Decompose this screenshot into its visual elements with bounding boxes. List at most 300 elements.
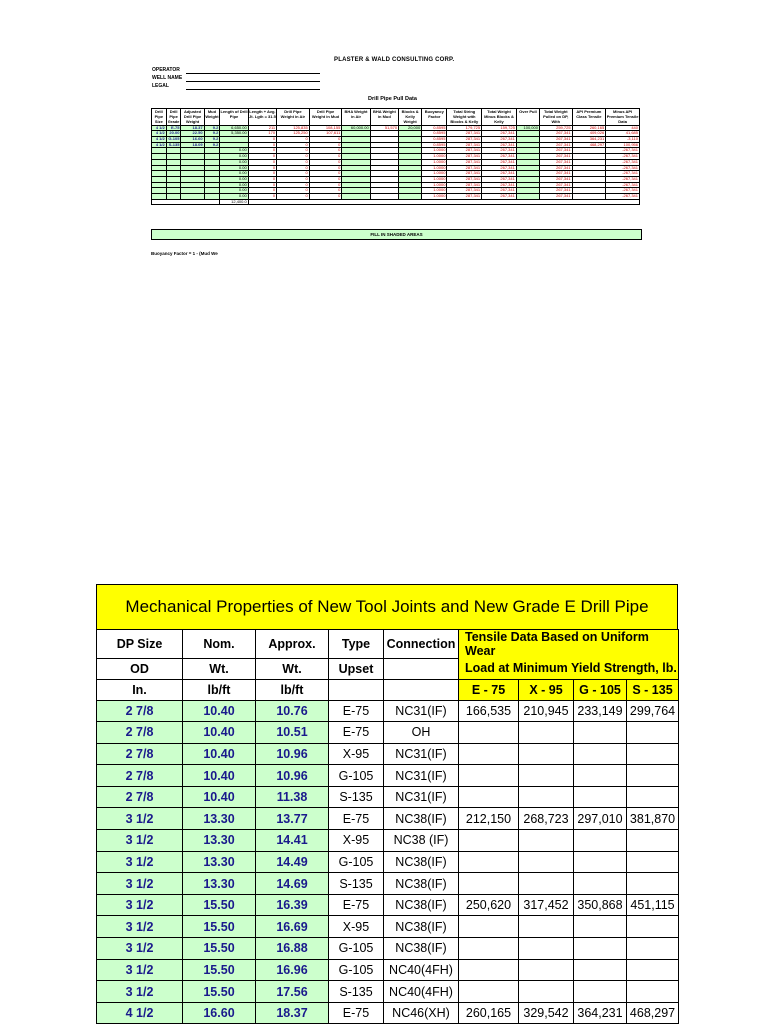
col-approx-wt: Approx. (256, 630, 329, 659)
pull-cell[interactable]: 0.00 (220, 188, 248, 194)
mech-cell: 451,115 (627, 894, 679, 916)
pull-cell: 1.0000 (422, 165, 447, 171)
pull-cell: 51,570 (370, 125, 398, 131)
pull-cell[interactable]: 18.37 (181, 125, 204, 131)
mech-cell: NC38(IF) (384, 916, 459, 938)
pull-cell: 211 (248, 125, 276, 131)
mech-cell (574, 830, 627, 852)
mech-row (97, 722, 679, 744)
pull-cell[interactable]: 4 1/2 (152, 131, 167, 137)
mech-row (97, 851, 679, 873)
pull-cell: 287,341 (447, 142, 482, 148)
pull-cell: 0 (309, 188, 342, 194)
mech-cell: E-75 (329, 1002, 384, 1024)
pull-cell: 259,725 (539, 125, 572, 131)
header-e75: E - 75 (459, 679, 519, 700)
pull-header-cell: BHA Weight in Air (342, 109, 370, 126)
mech-header-row-2 (97, 658, 679, 679)
header-s135: S - 135 (627, 679, 679, 700)
header-wt-1: Wt. (183, 658, 256, 679)
pull-data-table (151, 108, 640, 205)
pull-cell: 0.8595 (422, 137, 447, 143)
mech-cell: 10.76 (256, 700, 329, 722)
pull-cell[interactable]: 0.00 (220, 154, 248, 160)
mech-cell (627, 743, 679, 765)
pull-header-cell: Drill Pipe Grade (167, 109, 180, 125)
pull-cell[interactable]: E-75 (166, 125, 181, 131)
mech-cell: E-75 (329, 808, 384, 830)
pull-cell: 287,341 (447, 188, 482, 194)
pull-cell: 0 (248, 154, 276, 160)
mech-cell: 16.88 (256, 938, 329, 960)
mech-cell: 14.41 (256, 830, 329, 852)
pull-cell: 0 (248, 148, 276, 154)
mech-cell: 212,150 (459, 808, 519, 830)
col-nom-wt: Nom. (183, 630, 256, 659)
header-upset: Upset (329, 658, 384, 679)
mech-cell (519, 916, 574, 938)
mech-cell: 3 1/2 (97, 916, 183, 938)
pull-cell: 0 (309, 137, 342, 143)
mech-cell: 15.50 (183, 894, 256, 916)
mech-cell: 2 7/8 (97, 786, 183, 808)
pull-cell: 0 (248, 137, 276, 143)
pull-cell: 0 (309, 148, 342, 154)
mech-cell (574, 873, 627, 895)
pull-cell: 1.0000 (422, 194, 447, 200)
mech-cell: 260,165 (459, 1002, 519, 1024)
pull-cell: 267,341 (482, 148, 517, 154)
operator-line[interactable] (186, 73, 320, 74)
pull-cell[interactable]: G-105 (166, 137, 181, 143)
pull-cell: 0 (309, 159, 342, 165)
mech-cell: G-105 (329, 851, 384, 873)
mech-cell: 317,452 (519, 894, 574, 916)
mech-cell: 3 1/2 (97, 959, 183, 981)
well-name-line[interactable] (186, 81, 320, 82)
mech-cell: OH (384, 722, 459, 744)
mech-cell: 210,945 (519, 700, 574, 722)
mech-cell: X-95 (329, 743, 384, 765)
mech-cell: 3 1/2 (97, 808, 183, 830)
pull-cell: 0.8595 (422, 131, 447, 137)
pull-cell: 1.0000 (422, 188, 447, 194)
pull-data-sheet (0, 0, 768, 270)
mech-cell: 350,868 (574, 894, 627, 916)
mech-row (97, 938, 679, 960)
mech-cell (459, 722, 519, 744)
pull-cell[interactable]: 0.00 (220, 159, 248, 165)
pull-cell: 0.8595 (422, 142, 447, 148)
mech-cell: 16.69 (256, 916, 329, 938)
pull-cell: 267,341 (539, 176, 572, 182)
mech-cell (459, 765, 519, 787)
pull-cell: 0 (277, 188, 310, 194)
mech-cell: 297,010 (574, 808, 627, 830)
pull-cell: 0 (277, 137, 310, 143)
header-wt-2: Wt. (256, 658, 329, 679)
pull-cell: 0 (277, 154, 310, 160)
mech-cell: 10.96 (256, 743, 329, 765)
mech-cell (519, 722, 574, 744)
pull-header-cell: Adjusted Drill Pipe Weight (181, 109, 204, 126)
mech-cell (627, 830, 679, 852)
mech-row (97, 743, 679, 765)
mech-cell (459, 743, 519, 765)
pull-cell[interactable]: 9.2 (204, 131, 220, 137)
pull-cell: 0 (277, 194, 310, 200)
pull-cell: 287,341 (447, 165, 482, 171)
pull-cell: 287,341 (447, 171, 482, 177)
mech-cell: 16.96 (256, 959, 329, 981)
pull-header-cell: Total String Weight with Blocks & Kelly (447, 109, 482, 126)
pull-cell: 287,341 (447, 154, 482, 160)
pull-cell: -267,341 (606, 188, 640, 194)
pull-cell: 1.0000 (422, 176, 447, 182)
mech-cell (574, 722, 627, 744)
pull-cell: 267,341 (482, 131, 517, 137)
pull-cell: 0 (248, 142, 276, 148)
pull-cell: 267,341 (482, 159, 517, 165)
operator-label: OPERATOR (152, 67, 180, 73)
mech-cell: 10.40 (183, 700, 256, 722)
mech-cell: NC38(IF) (384, 938, 459, 960)
pull-cell[interactable]: 20.00 (166, 131, 181, 137)
mechanical-properties-table (96, 584, 678, 1024)
mech-cell (519, 743, 574, 765)
pull-cell: 0 (277, 159, 310, 165)
mech-cell (627, 981, 679, 1003)
pull-cell: 0 (248, 176, 276, 182)
pull-header-cell: Length of Drill Pipe (220, 109, 248, 126)
header-load: Load at Minimum Yield Strength, lb. (459, 658, 679, 679)
mech-cell: NC46(XH) (384, 1002, 459, 1024)
pull-cell: 108,155 (309, 125, 342, 131)
header-lbft-1: lb/ft (183, 679, 256, 700)
mech-cell (519, 938, 574, 960)
pull-header-cell: Blocks & Kelly Weight (399, 109, 422, 126)
mech-cell (627, 959, 679, 981)
buoyancy-note: Buoyancy Factor = 1 - (Mud We (151, 251, 218, 256)
mech-cell: 268,723 (519, 808, 574, 830)
mech-cell (459, 959, 519, 981)
pull-cell: -267,341 (606, 176, 640, 182)
mech-cell: 16.39 (256, 894, 329, 916)
mech-cell: 15.50 (183, 938, 256, 960)
pull-cell[interactable]: 100,000 (516, 125, 539, 131)
fill-shaded-note: FILL IN SHADED AREAS (151, 229, 642, 240)
pull-cell[interactable]: 16.60 (181, 137, 204, 143)
pull-cell: 287,341 (447, 159, 482, 165)
mech-cell: 233,149 (574, 700, 627, 722)
header-blank-3 (384, 679, 459, 700)
pull-cell: 267,341 (482, 137, 517, 143)
pull-cell: 0 (277, 142, 310, 148)
mech-cell: 15.50 (183, 916, 256, 938)
mech-cell (627, 916, 679, 938)
pull-cell: 0 (248, 159, 276, 165)
mech-cell: S-135 (329, 873, 384, 895)
pull-cell: -267,341 (606, 194, 640, 200)
pull-cell[interactable]: 18.09 (181, 142, 204, 148)
mech-cell: 3 1/2 (97, 981, 183, 1003)
mech-cell (459, 938, 519, 960)
mech-row (97, 786, 679, 808)
mech-cell: NC38(IF) (384, 808, 459, 830)
pull-cell: -267,341 (606, 171, 640, 177)
pull-cell: -267,341 (606, 165, 640, 171)
mech-cell: 10.51 (256, 722, 329, 744)
mech-cell: NC40(4FH) (384, 959, 459, 981)
mech-cell: 3 1/2 (97, 938, 183, 960)
header-x95: X - 95 (519, 679, 574, 700)
pull-cell: 287,341 (447, 148, 482, 154)
pull-cell: 287,341 (447, 176, 482, 182)
mech-cell (519, 765, 574, 787)
pull-cell: 267,341 (482, 165, 517, 171)
mech-cell (459, 786, 519, 808)
pull-cell[interactable]: 9.2 (204, 125, 220, 131)
mech-cell: 166,535 (459, 700, 519, 722)
pull-cell: -3,110 (606, 137, 640, 143)
mech-cell: E-75 (329, 700, 384, 722)
pull-cell[interactable]: 60,000.00 (342, 125, 370, 131)
header-in: In. (97, 679, 183, 700)
mech-cell: 3 1/2 (97, 851, 183, 873)
pull-cell: 179,725 (447, 125, 482, 131)
pull-cell[interactable]: 4 1/2 (152, 137, 167, 143)
mech-cell (459, 830, 519, 852)
mech-cell: 13.30 (183, 851, 256, 873)
pull-cell: 267,341 (482, 182, 517, 188)
mech-cell: 381,870 (627, 808, 679, 830)
pull-cell: 409,026 (572, 131, 606, 137)
header-blank (384, 658, 459, 679)
pull-cell: 1.0000 (422, 171, 447, 177)
col-connection: Connection (384, 630, 459, 659)
mech-header-row-1 (97, 630, 679, 659)
mech-cell: 18.37 (256, 1002, 329, 1024)
legal-line[interactable] (186, 89, 320, 90)
pull-cell[interactable]: 22.50 (181, 131, 204, 137)
pull-cell: 364,231 (572, 137, 606, 143)
pull-cell[interactable]: 9.2 (204, 137, 220, 143)
pull-cell: 287,341 (447, 182, 482, 188)
pull-cell: 287,341 (447, 194, 482, 200)
header-g105: G - 105 (574, 679, 627, 700)
mech-cell: NC40(4FH) (384, 981, 459, 1003)
mech-cell (519, 830, 574, 852)
header-lbft-2: lb/ft (256, 679, 329, 700)
pull-cell: 267,341 (539, 148, 572, 154)
mech-cell (627, 786, 679, 808)
mech-row (97, 894, 679, 916)
mech-cell: NC38(IF) (384, 873, 459, 895)
mech-cell: 17.56 (256, 981, 329, 1003)
pull-cell: 170 (248, 131, 276, 137)
header-blank-2 (329, 679, 384, 700)
mech-cell: 10.40 (183, 786, 256, 808)
mech-cell: 2 7/8 (97, 700, 183, 722)
mech-cell: 2 7/8 (97, 743, 183, 765)
pull-cell[interactable]: 4 1/2 (152, 142, 167, 148)
pull-cell: 1.0000 (422, 182, 447, 188)
well-name-label: WELL NAME (152, 75, 183, 81)
mech-cell: S-135 (329, 981, 384, 1003)
mech-cell: G-105 (329, 938, 384, 960)
pull-header-cell: Total Weight Minus Blocks & Kelly (482, 109, 517, 126)
pull-cell[interactable]: 0.00 (220, 194, 248, 200)
mech-cell: 10.40 (183, 765, 256, 787)
pull-cell: 267,341 (539, 182, 572, 188)
mech-cell: 14.49 (256, 851, 329, 873)
pull-header-cell: Minus API Premium Tensile Data (606, 109, 639, 125)
pull-cell: 0 (248, 194, 276, 200)
pull-cell: 0 (309, 142, 342, 148)
pull-cell[interactable]: 6,650.00 (220, 125, 248, 131)
mech-cell: 13.30 (183, 873, 256, 895)
pull-cell: -267,341 (606, 154, 640, 160)
pull-cell[interactable]: 20,000 (399, 125, 422, 131)
mech-cell: 2 7/8 (97, 765, 183, 787)
pull-cell: 1.0000 (422, 159, 447, 165)
mech-cell: 10.96 (256, 765, 329, 787)
pull-cell: -267,341 (606, 148, 640, 154)
pull-cell[interactable]: 4 1/2 (152, 125, 167, 131)
mech-cell: 10.40 (183, 743, 256, 765)
mech-cell: NC31(IF) (384, 700, 459, 722)
pull-cell: 1.0000 (422, 148, 447, 154)
pull-cell: 0 (309, 171, 342, 177)
legal-label: LEGAL (152, 83, 169, 89)
pull-cell: 0 (309, 165, 342, 171)
pull-cell: 125,250 (277, 131, 310, 137)
pull-cell: 0 (277, 148, 310, 154)
mech-cell: 329,542 (519, 1002, 574, 1024)
pull-header-cell: Length + Avg. Jt. Lgth = 31.5 (248, 109, 276, 126)
mech-cell: X-95 (329, 830, 384, 852)
mech-cell: NC31(IF) (384, 765, 459, 787)
pull-cell[interactable]: 0.00 (220, 165, 248, 171)
mech-title: Mechanical Properties of New Tool Joints and New Grade E Drill Pipe (96, 584, 678, 630)
pull-header-cell: Drill Pipe Weight in Air (277, 109, 310, 126)
col-tensile: Tensile Data Based on Uniform Wear (459, 630, 679, 659)
pull-header-cell: Total Weight Pulled on DP, With (539, 109, 572, 126)
pull-cell: 267,341 (482, 154, 517, 160)
mech-cell (627, 722, 679, 744)
mech-row (97, 1002, 679, 1024)
pull-cell[interactable]: S-135 (166, 142, 181, 148)
pull-cell: 267,341 (482, 188, 517, 194)
pull-cell: 267,341 (539, 131, 572, 137)
mech-cell: G-105 (329, 959, 384, 981)
pull-cell: 0 (277, 182, 310, 188)
pull-cell: 267,341 (539, 188, 572, 194)
pull-header-cell: Drill Pipe Size (152, 109, 167, 126)
pull-cell[interactable]: 0.00 (220, 171, 248, 177)
mech-cell: 3 1/2 (97, 830, 183, 852)
pull-cell: 267,341 (539, 142, 572, 148)
mech-cell (574, 851, 627, 873)
pull-data-title: Drill Pipe Pull Data (368, 96, 417, 102)
mech-row (97, 830, 679, 852)
mech-cell (459, 916, 519, 938)
mech-row (97, 873, 679, 895)
mech-header-row-3 (97, 679, 679, 700)
mech-cell: 16.60 (183, 1002, 256, 1024)
mech-row (97, 981, 679, 1003)
pull-cell: 0 (309, 194, 342, 200)
mech-cell: 4 1/2 (97, 1002, 183, 1024)
mech-cell: 299,764 (627, 700, 679, 722)
col-dp-size: DP Size (97, 630, 183, 659)
pull-cell: 287,341 (447, 131, 482, 137)
pull-cell[interactable]: 0.00 (220, 148, 248, 154)
mech-cell: 468,297 (627, 1002, 679, 1024)
pull-cell: 267,341 (482, 142, 517, 148)
header-od: OD (97, 658, 183, 679)
mech-cell: 3 1/2 (97, 873, 183, 895)
pull-header-cell: BHA Weight in Mud (370, 109, 398, 126)
mech-cell: 13.30 (183, 808, 256, 830)
pull-cell[interactable]: 0.00 (220, 176, 248, 182)
pull-cell: 41,685 (606, 131, 640, 137)
pull-cell: 0 (277, 176, 310, 182)
pull-cell: -267,341 (606, 159, 640, 165)
mech-row (97, 765, 679, 787)
mech-cell (519, 786, 574, 808)
mech-cell: NC38(IF) (384, 851, 459, 873)
mech-row (97, 700, 679, 722)
pull-cell: 0 (309, 154, 342, 160)
mech-cell: 11.38 (256, 786, 329, 808)
mech-cell (574, 916, 627, 938)
pull-cell[interactable]: 9.2 (204, 142, 220, 148)
pull-cell: 267,341 (482, 194, 517, 200)
pull-cell: 0 (309, 182, 342, 188)
mech-cell (574, 959, 627, 981)
mech-row (97, 916, 679, 938)
pull-cell: 100,956 (606, 142, 640, 148)
mech-cell (627, 765, 679, 787)
pull-cell: -267,341 (606, 182, 640, 188)
mech-cell (519, 981, 574, 1003)
mech-cell (519, 851, 574, 873)
pull-cell[interactable]: 0.00 (220, 182, 248, 188)
pull-cell: 0 (248, 171, 276, 177)
mech-cell (519, 959, 574, 981)
mech-row (97, 959, 679, 981)
pull-cell: 267,341 (539, 171, 572, 177)
pull-cell: 159,725 (482, 125, 517, 131)
mech-cell: NC31(IF) (384, 743, 459, 765)
pull-cell: 267,341 (482, 171, 517, 177)
mech-cell (574, 938, 627, 960)
mech-cell (574, 981, 627, 1003)
pull-cell: 0 (248, 188, 276, 194)
pull-cell: 267,341 (482, 176, 517, 182)
mech-cell: NC38 (IF) (384, 830, 459, 852)
mech-cell (627, 873, 679, 895)
mech-cell (574, 743, 627, 765)
pull-cell: 267,341 (539, 165, 572, 171)
mech-cell: E-75 (329, 722, 384, 744)
pull-cell[interactable]: 5,350.00 (220, 131, 248, 137)
pull-cell: 0 (309, 176, 342, 182)
pull-header-row (152, 109, 640, 126)
pull-cell: 107,611 (309, 131, 342, 137)
mech-cell: E-75 (329, 894, 384, 916)
